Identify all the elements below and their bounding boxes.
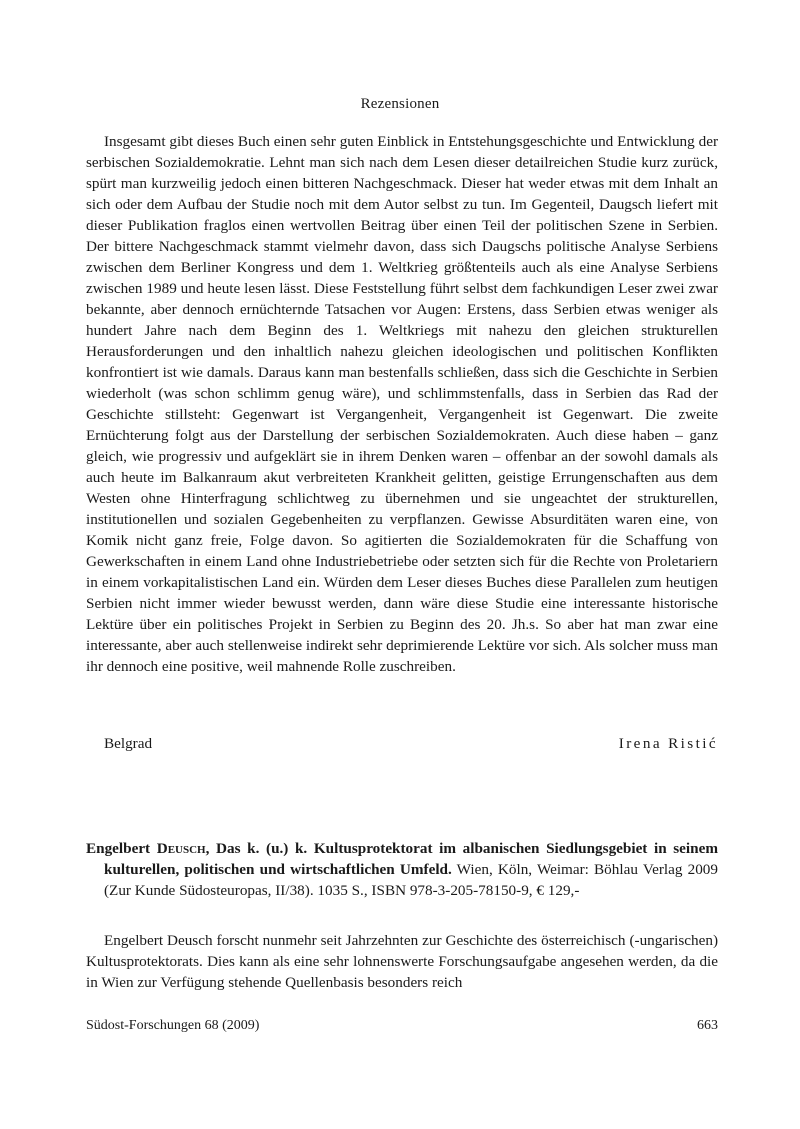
book-author-first: Engelbert [86, 840, 151, 857]
book-author-last: Deusch [156, 840, 206, 857]
page-footer [86, 1018, 718, 1034]
review-body-2 [86, 930, 718, 993]
review-signature [104, 735, 718, 753]
running-head: Rezensionen [360, 96, 440, 112]
journal-citation: Südost-Forschungen 68 (2009) [86, 1018, 260, 1033]
page-number: 663 [697, 1018, 718, 1033]
review-paragraph: Insgesamt gibt dieses Buch einen sehr guten Einblick in Entstehungsgeschichte und Entwicklung der serbischen Sozialdemokratie. Lehnt man sich nach dem Lesen dieser detailreichen Studie kurz zurück, spürt man kurzweilig jedoch einen bitteren Nachgeschmack. Dieser hat weder etwas mit dem Inhalt an sich oder dem Aufbau der Studie noch mit dem Autor selbst zu tun. Im Gegenteil, Daugsch liefert mit dieser Publikation fraglos einen wertvollen Beitrag über einen Teil der politischen Szene in Serbien. Der bittere Nachgeschmack stammt vielmehr davon, dass sich Daugschs politische Analyse Serbiens zwischen dem Berliner Kongress und dem 1. Weltkrieg größtenteils auch als eine Analyse Serbiens zwischen 1989 und heute lesen lässt. Diese Feststellung führt selbst dem fachkundigen Leser zwei zwar bekannte, aber dennoch ernüchternde Tatsachen vor Augen: Erstens, dass Serbien etwas weniger als hundert Jahre nach dem Beginn des 1. Weltkriegs mit nahezu den gleichen strukturellen Herausforderungen und den inhaltlich nahezu gleichen ideologischen und politischen Konflikten konfrontiert ist wie damals. Daraus kann man bestenfalls schließen, dass sich die Geschichte in Serbien wiederholt (was schon schlimm genug wäre), und schlimmstenfalls, dass in Serbien das Rad der Geschichte stillsteht: Gegenwart ist Vergangenheit, Vergangenheit ist Gegenwart. Die zweite Ernüchterung folgt aus der Darstellung der serbischen Sozialdemokraten. Auch diese haben – ganz gleich, wie progressiv und aufgeklärt sie in ihrem Denken waren – offenbar an der sowohl damals als auch heute im Balkanraum akut verbreiteten Krankheit gelitten, geistige Errungenschaften aus dem Westen ohne Hinterfragung schlichtweg zu übernehmen und sie ungeachtet der strukturellen, institutionellen und sozialen Gegebenheiten zu verpflanzen. Gewisse Absurditäten waren eine, von Komik nicht ganz freie, Folge davon. So agitierten die Sozialdemokraten für die Schaffung von Gewerkschaften in einem Land ohne Industriebetriebe oder setzten sich für die Rechte von Proletariern in einem vorkapitalistischen Land ein. Würden dem Leser dieses Buches diese Parallelen zum heutigen Serbien nicht immer wieder bewusst werden, dann wäre diese Studie eine interessante historische Lektüre über ein politisches Projekt in Serbien zu Beginn des 20. Jh.s. So aber hat man zwar eine interessante, aber auch stellenweise indirekt sehr deprimierende Lektüre vor sich. Als solcher muss man ihr dennoch eine positive, weil mahnende Rolle zuschreiben. [86, 133, 718, 675]
review-paragraph-2: Engelbert Deusch forscht nunmehr seit Jahrzehnten zur Geschichte des österreichisch (-ungarischen) Kultusprotektorats. Dies kann als eine sehr lohnenswerte Forschungsaufgabe angesehen werden, da die in Wien zur Verfügung stehende Quellenbasis besonders reich [86, 932, 718, 991]
review-body [86, 131, 718, 677]
bibliographic-entry [86, 838, 718, 901]
reviewer-place: Belgrad [104, 735, 153, 752]
reviewer-name: Irena Ristić [618, 735, 718, 752]
publication-details: Wien, Köln, Weimar: Böhlau Verlag 2009 (Zur Kunde Südosteuropas, II/38). 1035 S., ISBN 978-3-205-78150-9, € 129,- [104, 861, 718, 899]
book-title: , Das k. (u.) k. Kultusprotektorat im albanischen Siedlungsgebiet in seinem kulturellen, politischen und wirtschaftlichen Umfeld. [104, 840, 718, 878]
